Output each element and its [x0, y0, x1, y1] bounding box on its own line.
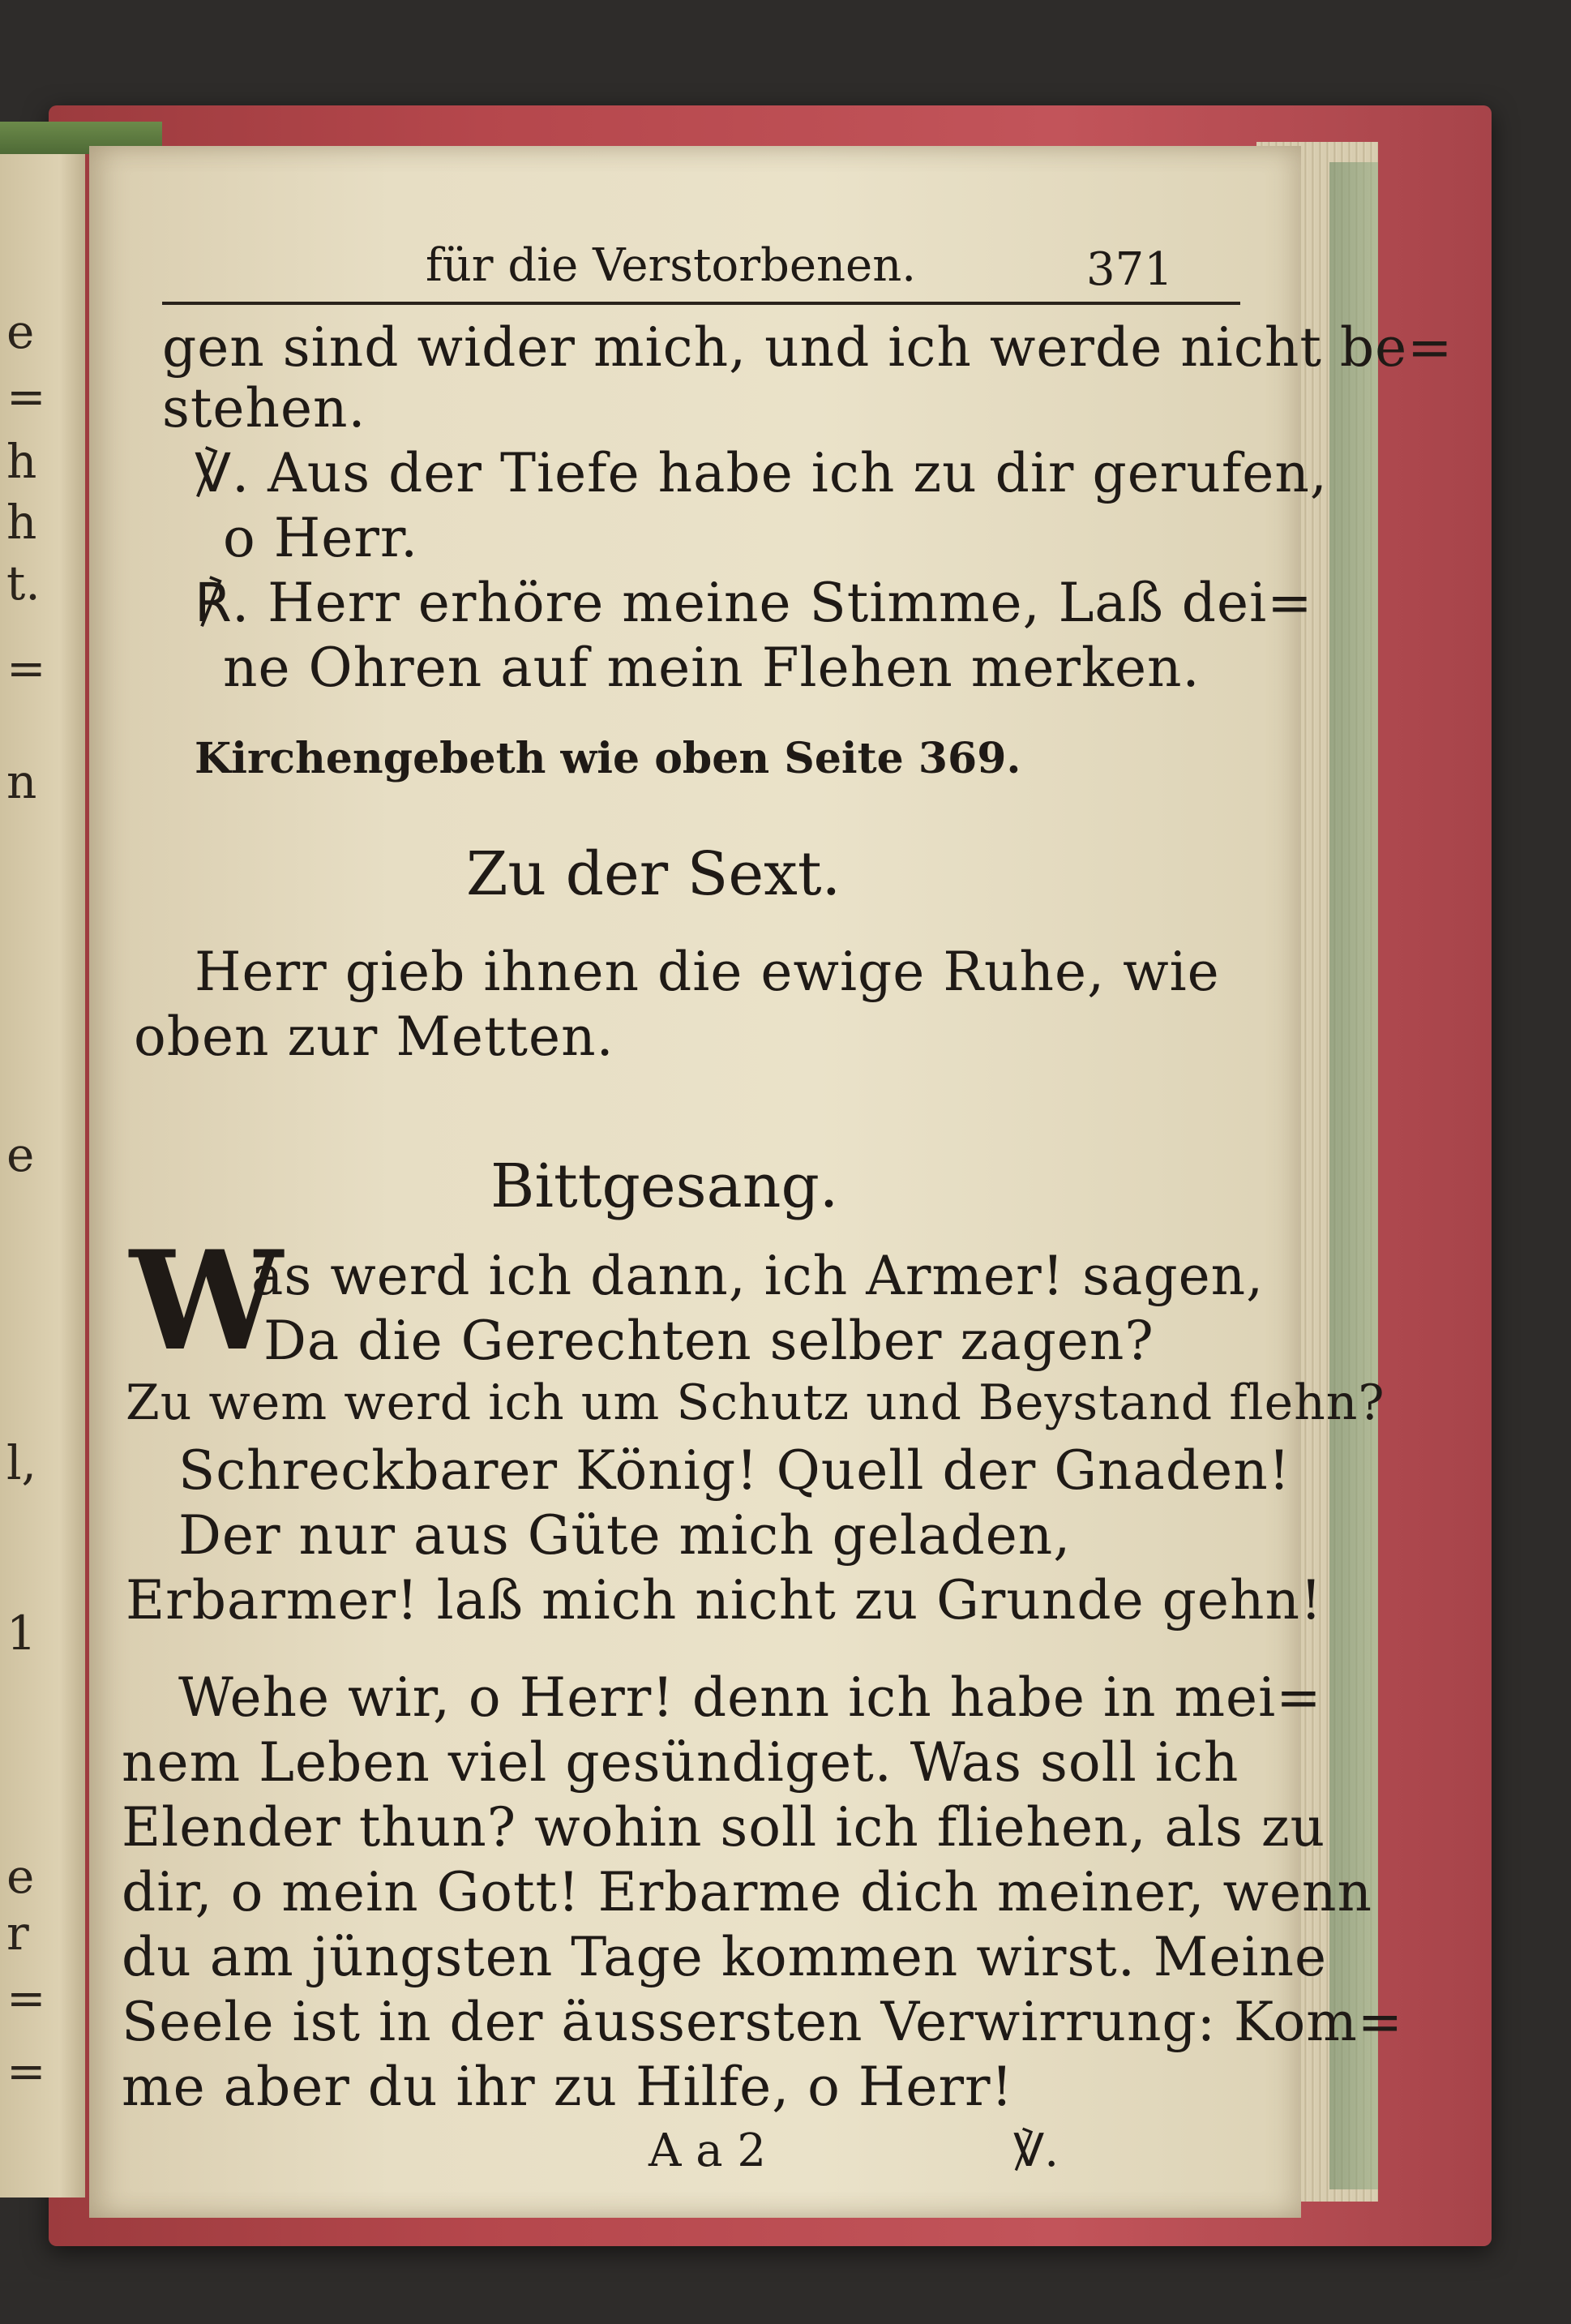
versicle-line: o Herr. — [223, 507, 419, 569]
left-fragment: e — [6, 1849, 35, 1904]
catchword: ℣. — [1013, 2125, 1059, 2177]
text-line: Herr gieb ihnen die ewige Ruhe, wie — [195, 941, 1220, 1003]
hymn-line: Erbarmer! laß mich nicht zu Grunde gehn! — [126, 1569, 1323, 1632]
left-fragment: 1 — [6, 1606, 36, 1661]
left-fragment: = — [6, 2043, 46, 2099]
prose-line: Wehe wir, o Herr! denn ich habe in mei= — [178, 1666, 1322, 1729]
left-fragment: h — [6, 495, 37, 550]
text-line: gen sind wider mich, und ich werde nicht be= — [162, 316, 1453, 379]
page-number: 371 — [1086, 243, 1173, 296]
left-fragment: l, — [6, 1435, 36, 1490]
versicle-line: ℣. Aus der Tiefe habe ich zu dir gerufen, — [195, 442, 1328, 504]
hymn-line: Da die Gerechten selber zagen? — [263, 1310, 1154, 1372]
left-fragment: = — [6, 369, 46, 424]
hymn-heading: Bittgesang. — [490, 1151, 839, 1221]
left-fragment: h — [6, 434, 37, 489]
prose-line: nem Leben viel gesündiget. Was soll ich — [122, 1731, 1239, 1794]
text-line: oben zur Metten. — [134, 1005, 614, 1068]
left-fragment: e — [6, 1127, 35, 1182]
section-heading: Zu der Sext. — [466, 839, 841, 909]
prayer-reference: Kirchengebeth wie oben Seite 369. — [195, 734, 1021, 783]
response-line: ne Ohren auf mein Flehen merken. — [223, 637, 1201, 699]
prose-line: dir, o mein Gott! Erbarme dich meiner, wenn — [122, 1861, 1373, 1923]
response-line: ℟. Herr erhöre meine Stimme, Laß dei= — [195, 572, 1313, 634]
hymn-line: Schreckbarer König! Quell der Gnaden! — [178, 1439, 1291, 1502]
left-page-fragment — [0, 154, 85, 2198]
hymn-line: Zu wem werd ich um Schutz und Beystand flehn? — [126, 1374, 1385, 1431]
signature-mark: A a 2 — [649, 2125, 767, 2177]
prose-line: du am jüngsten Tage kommen wirst. Meine — [122, 1926, 1328, 1988]
text-line: stehen. — [162, 377, 366, 440]
left-fragment: = — [6, 641, 46, 696]
left-fragment: n — [6, 754, 37, 809]
prose-line: Seele ist in der äussersten Verwirrung: Kom= — [122, 1991, 1404, 2053]
prose-line: me aber du ihr zu Hilfe, o Herr! — [122, 2056, 1014, 2118]
book-page — [89, 146, 1453, 2218]
hymn-line: Der nur aus Güte mich geladen, — [178, 1504, 1072, 1567]
header-rule — [162, 302, 1240, 305]
prose-line: Elender thun? wohin soll ich fliehen, als zu — [122, 1796, 1326, 1859]
left-fragment: = — [6, 1970, 46, 2026]
left-fragment: e — [6, 304, 35, 359]
hymn-line: as werd ich dann, ich Armer! sagen, — [251, 1245, 1265, 1307]
drop-cap: W — [130, 1220, 283, 1381]
left-fragment: t. — [6, 555, 41, 611]
left-fragment: r — [6, 1906, 29, 1961]
running-title: für die Verstorbenen. — [426, 239, 917, 292]
